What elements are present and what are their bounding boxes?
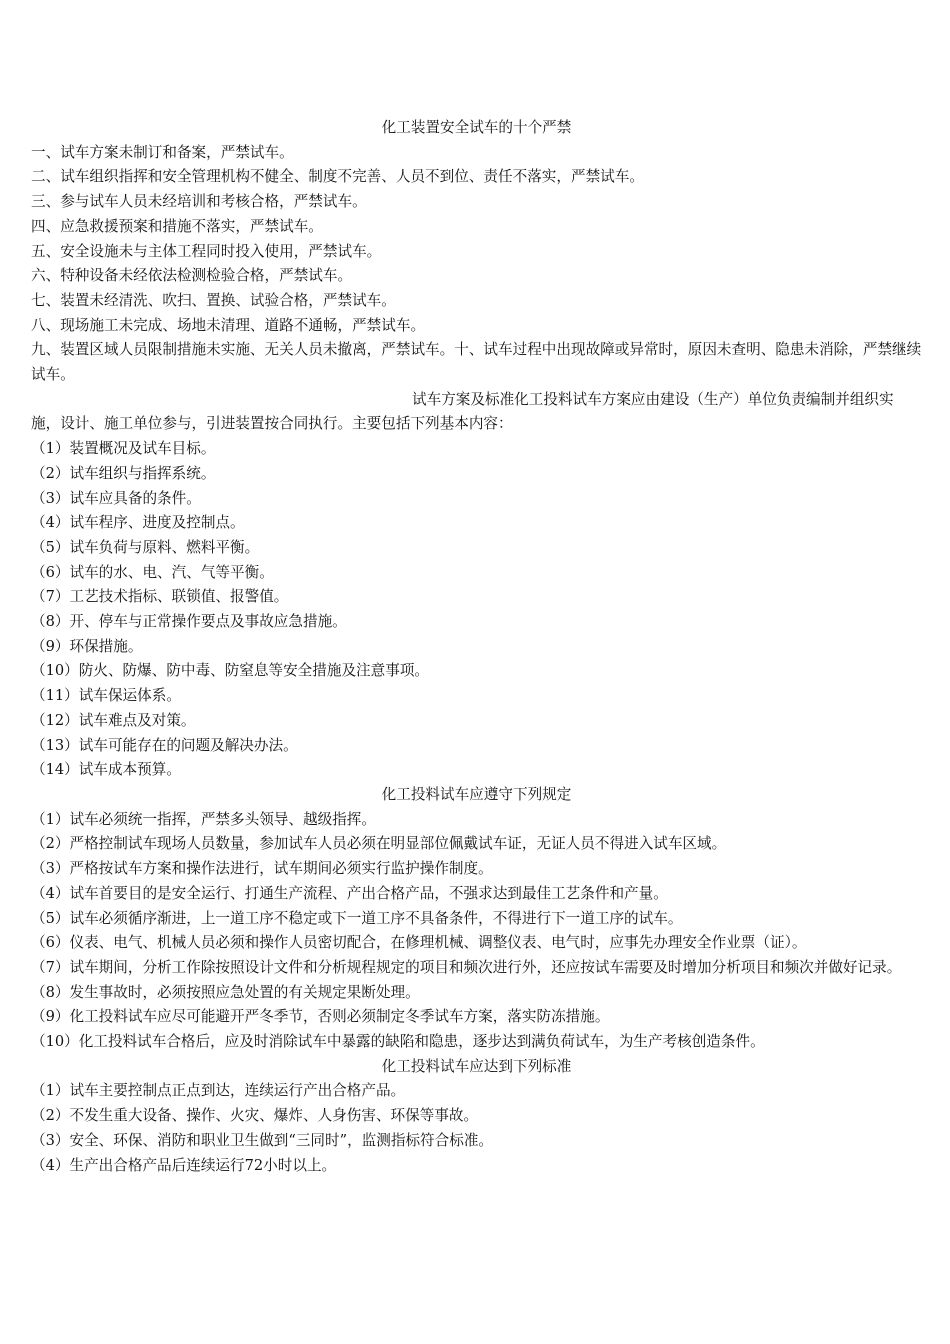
regulation-item: （1）试车必须统一指挥，严禁多头领导、越级指挥。 xyxy=(31,810,376,828)
standard-item: （2）不发生重大设备、操作、火灾、爆炸、人身伤害、环保等事故。 xyxy=(31,1107,479,1125)
plan-content-item: （9）环保措施。 xyxy=(31,637,143,655)
plan-content-item: （5）试车负荷与原料、燃料平衡。 xyxy=(31,538,260,556)
plan-content-item: （8）开、停车与正常操作要点及事故应急措施。 xyxy=(31,613,347,631)
regulation-item: （4）试车首要目的是安全运行、打通生产流程、产出合格产品，不强求达到最佳工艺条件和产量。 xyxy=(31,884,668,902)
standard-item: （4）生产出合格产品后连续运行72小时以上。 xyxy=(31,1156,337,1174)
prohibition-item: 一、试车方案未制订和备案，严禁试车。 xyxy=(31,143,294,161)
section-title-regulations: 化工投料试车应遵守下列规定 xyxy=(381,785,572,803)
plan-content-item: （6）试车的水、电、汽、气等平衡。 xyxy=(31,563,274,581)
regulation-item: （6）仪表、电气、机械人员必须和操作人员密切配合，在修理机械、调整仪表、电气时，应事先办理安全作业票（证）。 xyxy=(31,934,807,952)
prohibition-item: 八、现场施工未完成、场地未清理、道路不通畅，严禁试车。 xyxy=(31,316,426,334)
prohibition-item: 七、装置未经清洗、吹扫、置换、试验合格，严禁试车。 xyxy=(31,291,396,309)
regulation-item: （5）试车必须循序渐进，上一道工序不稳定或下一道工序不具备条件，不得进行下一道工序的试车。 xyxy=(31,909,683,927)
plan-content-item: （14）试车成本预算。 xyxy=(31,761,181,779)
plan-content-item: （4）试车程序、进度及控制点。 xyxy=(31,514,245,532)
prohibition-items-nine-ten: 九、装置区域人员限制措施未实施、无关人员未撤离，严禁试车。十、试车过程中出现故障或异常时，原因未查明、隐患未消除，严禁继续试车。 xyxy=(31,341,922,384)
prohibition-item: 六、特种设备未经依法检测检验合格，严禁试车。 xyxy=(31,267,353,285)
trial-plan-intro-paragraph: 试车方案及标准化工投料试车方案应由建设（生产）单位负责编制并组织实施，设计、施工单位参与，引进装置按合同执行。主要包括下列基本内容： xyxy=(31,390,894,433)
section-title-ten-prohibitions: 化工装置安全试车的十个严禁 xyxy=(381,119,572,136)
regulation-item: （3）严格按试车方案和操作法进行，试车期间必须实行监护操作制度。 xyxy=(31,860,493,878)
regulation-item: （8）发生事故时，必须按照应急处置的有关规定果断处理。 xyxy=(31,983,420,1001)
plan-content-item: （11）试车保运体系。 xyxy=(31,687,181,705)
regulation-item: （10）化工投料试车合格后，应及时消除试车中暴露的缺陷和隐患，逐步达到满负荷试车，为生产考核创造条件。 xyxy=(31,1033,765,1051)
section-title-standards: 化工投料试车应达到下列标准 xyxy=(381,1057,572,1075)
standard-item: （1）试车主要控制点正点到达，连续运行产出合格产品。 xyxy=(31,1082,406,1100)
plan-content-item: （3）试车应具备的条件。 xyxy=(31,489,201,507)
plan-content-item: （7）工艺技术指标、联锁值、报警值。 xyxy=(31,588,289,606)
plan-content-item: （1）装置概况及试车目标。 xyxy=(31,440,216,458)
prohibition-item: 四、应急救援预案和措施不落实，严禁试车。 xyxy=(31,217,323,235)
plan-content-item: （10）防火、防爆、防中毒、防窒息等安全措施及注意事项。 xyxy=(31,662,430,680)
standard-item: （3）安全、环保、消防和职业卫生做到“三同时”，监测指标符合标准。 xyxy=(31,1131,494,1149)
prohibition-item: 二、试车组织指挥和安全管理机构不健全、制度不完善、人员不到位、责任不落实，严禁试车。 xyxy=(31,168,644,186)
regulation-item: （9）化工投料试车应尽可能避开严冬季节，否则必须制定冬季试车方案，落实防冻措施。 xyxy=(31,1008,610,1026)
prohibition-item: 三、参与试车人员未经培训和考核合格，严禁试车。 xyxy=(31,193,367,211)
prohibition-item: 五、安全设施未与主体工程同时投入使用，严禁试车。 xyxy=(31,242,382,260)
regulation-item: （2）严格控制试车现场人员数量，参加试车人员必须在明显部位佩戴试车证，无证人员不得进入试车区域。 xyxy=(31,835,727,853)
regulation-item: （7）试车期间，分析工作除按照设计文件和分析规程规定的项目和频次进行外，还应按试车需要及时增加分析项目和频次并做好记录。 xyxy=(31,958,902,976)
plan-content-item: （2）试车组织与指挥系统。 xyxy=(31,464,216,482)
plan-content-item: （13）试车可能存在的问题及解决办法。 xyxy=(31,736,298,754)
plan-content-item: （12）试车难点及对策。 xyxy=(31,711,196,729)
